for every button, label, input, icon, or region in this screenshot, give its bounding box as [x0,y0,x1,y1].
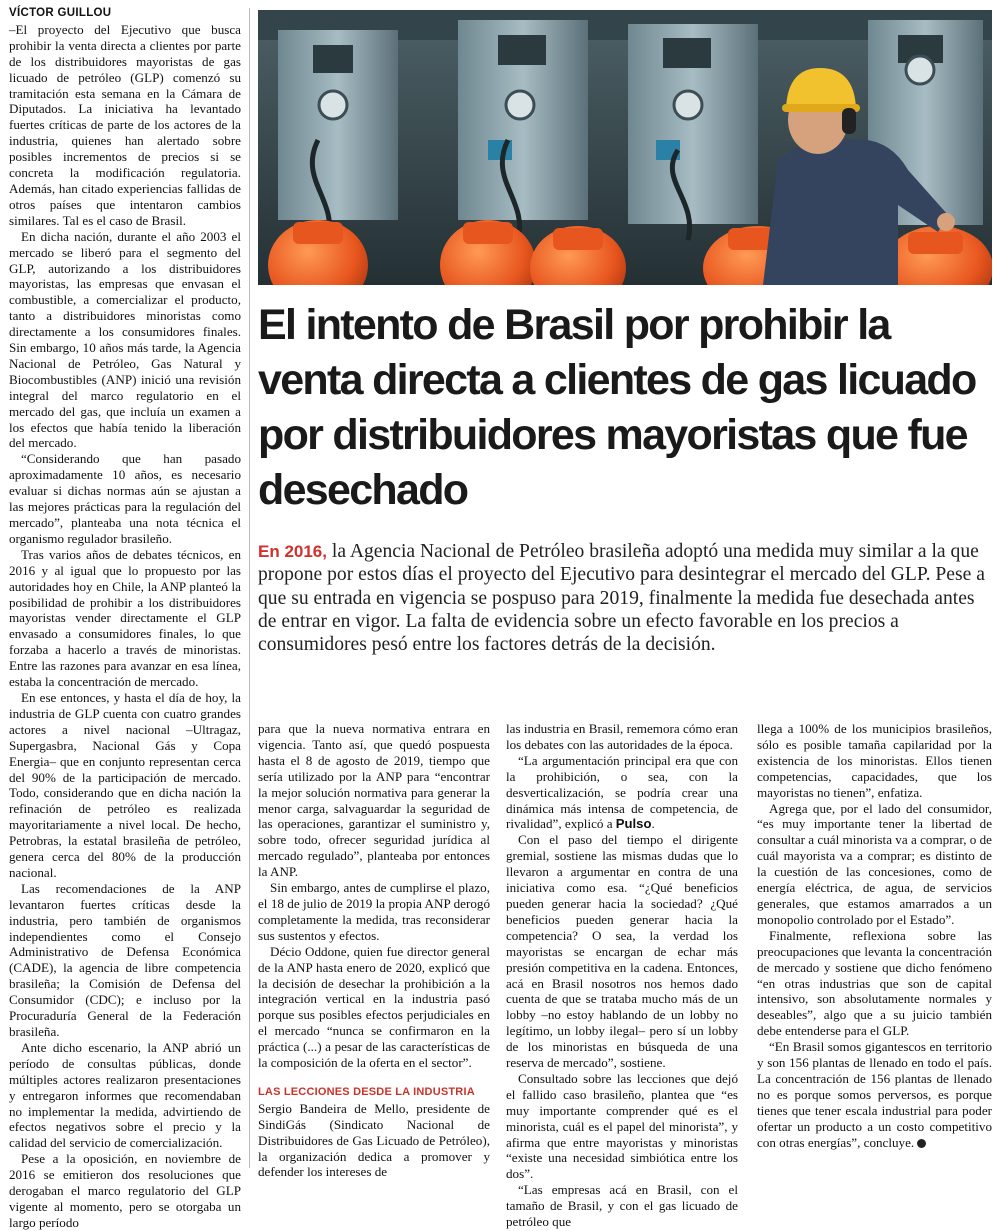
paragraph: Finalmente, reflexiona sobre las preocupaciones que levanta la concentración de mercado y sostiene que dicho fenómeno “en otras industrias que son de capital intensivo, son absolutamente normales y deseables”, algo que a su juicio también debe entenderse para el GLP. [757,927,992,1039]
headline: El intento de Brasil por prohibir la venta directa a clientes de gas licuado por distribuidores mayoristas que fue desechado [258,301,976,514]
left-article-column [9,6,241,1231]
paragraph: Tras varios años de debates técnicos, en 2016 y al igual que lo propuesto por las autoridades hoy en Chile, la ANP planteó la posibilidad de prohibir a los distribuidores mayoristas vender directamente el GLP envasado a consumidores finales, lo que forzaba a hacerlo a través de minoristas. Entre las razones para avanzar en esa línea, estaba la concentración de mercado. [9,546,241,690]
paragraph: Sergio Bandeira de Mello, presidente de SindiGás (Sindicato Nacional de Distribuidores de Gas Licuado de Petróleo), la organización dedica a promover y defender los intereses de [258,1100,490,1180]
paragraph: Ante dicho escenario, la ANP abrió un período de consultas públicas, donde múltiples actores realizaron presentaciones y entregaron informes que recomendaban no implementar la medida, advirtiendo de efectos negativos sobre el precio y la calidad del servicio de comercialización. [9,1039,241,1151]
byline: VÍCTOR GUILLOU [9,7,112,19]
section-subhead: LAS LECCIONES DESDE LA INDUSTRIA [258,1085,475,1098]
article-photo [258,10,992,285]
paragraph: para que la nueva normativa entrara en vigencia. Tanto así, que quedó pospuesta hasta el 8 de agosto de 2019, tiempo que sería utilizado por la ANP para “encontrar la mejor solución normativa para generar la menor carga, salvaguardar la seguridad de las operaciones, garantizar el suministro y, sobre todo, ofrecer seguridad jurídica al mercado regulado”, planteaba por entonces la ANP. [258,721,490,880]
lead-text: la Agencia Nacional de Petróleo brasileña adoptó una medida muy similar a la que propone por estos días el proyecto del Ejecutivo para desintegrar el mercado del GLP. Pese a que su entrada en vigencia se pospuso para 2019, finalmente la medida fue desechada antes de entrar en vigor. La falta de evidencia sobre un efecto favorable en los precios a consumidores pesó entre los factores detrás de la decisión. [258,541,985,656]
paragraph: En ese entonces, y hasta el día de hoy, la industria de GLP cuenta con cuatro grandes actores a nivel nacional –Ultragaz, Supergasbra, Nacional Gás y Copa Energia– que en conjunto representan cerca del 90% de la participación de mercado. Todo, considerando que en dicha nación la refinación de petróleo es realizada mayoritariamente a nivel local. De hecho, Petrobras, la estatal brasileña de petróleo, genera cerca del 80% de la producción nacional. [9,689,241,880]
paragraph: Las recomendaciones de la ANP levantaron fuertes críticas desde la industria, pero también de organismos independientes como el Consejo Administrativo de Defensa Económica (CADE), la agencia de libre competencia brasileña; la Comisión de Defensa del Consumidor (CDC); e incluso por la Procuraduría General de la Federación brasileña. [9,880,241,1039]
paragraph: llega a 100% de los municipios brasileños, sólo es posible tamaña capilaridad por la existencia de los minoristas. Ellos tienen competencias, capacidades, que los mayoristas no tienen”, enfatiza. [757,721,992,800]
paragraph: “Considerando que han pasado aproximadamente 10 años, es necesario evaluar si dichas normas aún se ajustan a las mejores prácticas para la regulación del mercado”, planteaba una nota técnica el organismo regulador brasileño. [9,451,241,546]
gas-plant-worker-illustration [258,10,992,285]
end-mark-icon [917,1139,926,1148]
closing-quote: “En Brasil somos gigantescos en territorio y son 156 plantas de llenado en todo el país. La concentración de 156 plantas de llenado no es porque somos perversos, es porque tienes que tener escala industrial para poder ofertar un producto a un costo competitivo con otras energías”, concluye. [757,1039,992,1150]
paragraph: Consultado sobre las lecciones que dejó el fallido caso brasileño, plantea que “es muy importante comprender qué es el minorista, cuál es el papel del minorista”, y afirma que entre mayoristas y minoristas “existe una necesidad simbiótica entre los dos”. [506,1070,738,1182]
article-column-2 [258,721,490,1180]
paragraph: En dicha nación, durante el año 2003 el mercado se liberó para el segmento del GLP, autorizando a los distribuidores mayoristas, las empresas que envasan el combustible, a comercializar el producto, tanto a distribuidores minoristas como directamente a los consumidores finales. Sin embargo, 10 años más tarde, la Agencia Nacional de Petróleo, Gas Natural y Biocombustibles (ANP) inició una revisión integral del marco regulatorio en el mercado del gas, que incluía un examen a los efectos que había tenido la liberación del mercado. [9,228,241,451]
column-divider [249,8,250,1168]
paragraph: “Las empresas acá en Brasil, con el tamaño de Brasil, y con el gas licuado de petróleo que [506,1182,738,1230]
lead-paragraph [258,540,993,656]
article-column-4 [757,721,992,1150]
article-column-3 [506,721,738,1230]
paragraph: –El proyecto del Ejecutivo que busca prohibir la venta directa a clientes por parte de los distribuidores mayoristas de gas licuado de petróleo (GLP) comenzó su tramitación esta semana en la Cámara de Diputados. La iniciativa ha levantado fuertes críticas de parte de los actores de la industria, quienes han alertado sobre posibles incrementos de precios si se concreta la modificación regulatoria. Además, han citado experiencias fallidas de otros países que intentaron cambios similares. Tal es el caso de Brasil. [9,21,241,228]
paragraph: Décio Oddone, quien fue director general de la ANP hasta enero de 2020, explicó que la decisión de desechar la prohibición a la integración vertical en la industria pasó porque sus posibles efectos perjudiciales en el mercado “nunca se confirmaron en la práctica (...) a pesar de las características de la composición de la oferta en el sector”. [258,943,490,1071]
lead-in: En 2016, [258,542,327,561]
paragraph: Agrega que, por el lado del consumidor, “es muy importante tener la libertad de consultar a cuál minorista va a comprar, o de cuál mayorista va a comprar; es distinto de la cuestión de las concesiones, como de energía eléctrica, de agua, de servicios generales, que estamos amarrados a un monopolio controlado por el Estado”. [757,800,992,927]
quote-text: “La argumentación principal era que con la prohibición, o sea, con la desverticalización, se podría crear una dinámica más intensa de competencia, de rivalidad”, explicó a [506,752,738,832]
punctuation: . [651,816,655,832]
paragraph: las industria en Brasil, rememora cómo eran los debates con las autoridades de la época. [506,721,738,752]
paragraph: Pese a la oposición, en noviembre de 2016 se emitieron dos resoluciones que derogaban el marco regulatorio del GLP vigente al momento, pero se otorgaba un largo período [9,1151,241,1230]
publication-name: Pulso [615,816,652,832]
paragraph [757,1039,992,1150]
paragraph: Con el paso del tiempo el dirigente gremial, sostiene las mismas dudas que lo llevaron a argumentar en contra de una iniciativa como esa. “¿Qué beneficios pueden generar hacia la sociedad? ¿Qué beneficios pueden generar hacia la competencia? O sea, la verdad los mayoristas se encargan de echar más presión competitiva en la cadena. Entonces, acá en Brasil nosotros nos hemos dado cuenta de que se trataba mucho más de un lobby –no estoy hablando de un lobby no legítimo, un lobby ilegal– pero sí un lobby de los minoristas en búsqueda de una reserva de mercado”, sostiene. [506,832,738,1071]
paragraph [506,753,738,833]
paragraph: Sin embargo, antes de cumplirse el plazo, el 18 de julio de 2019 la propia ANP derogó completamente la medida, tras reconsiderar sus sustentos y efectos. [258,880,490,943]
